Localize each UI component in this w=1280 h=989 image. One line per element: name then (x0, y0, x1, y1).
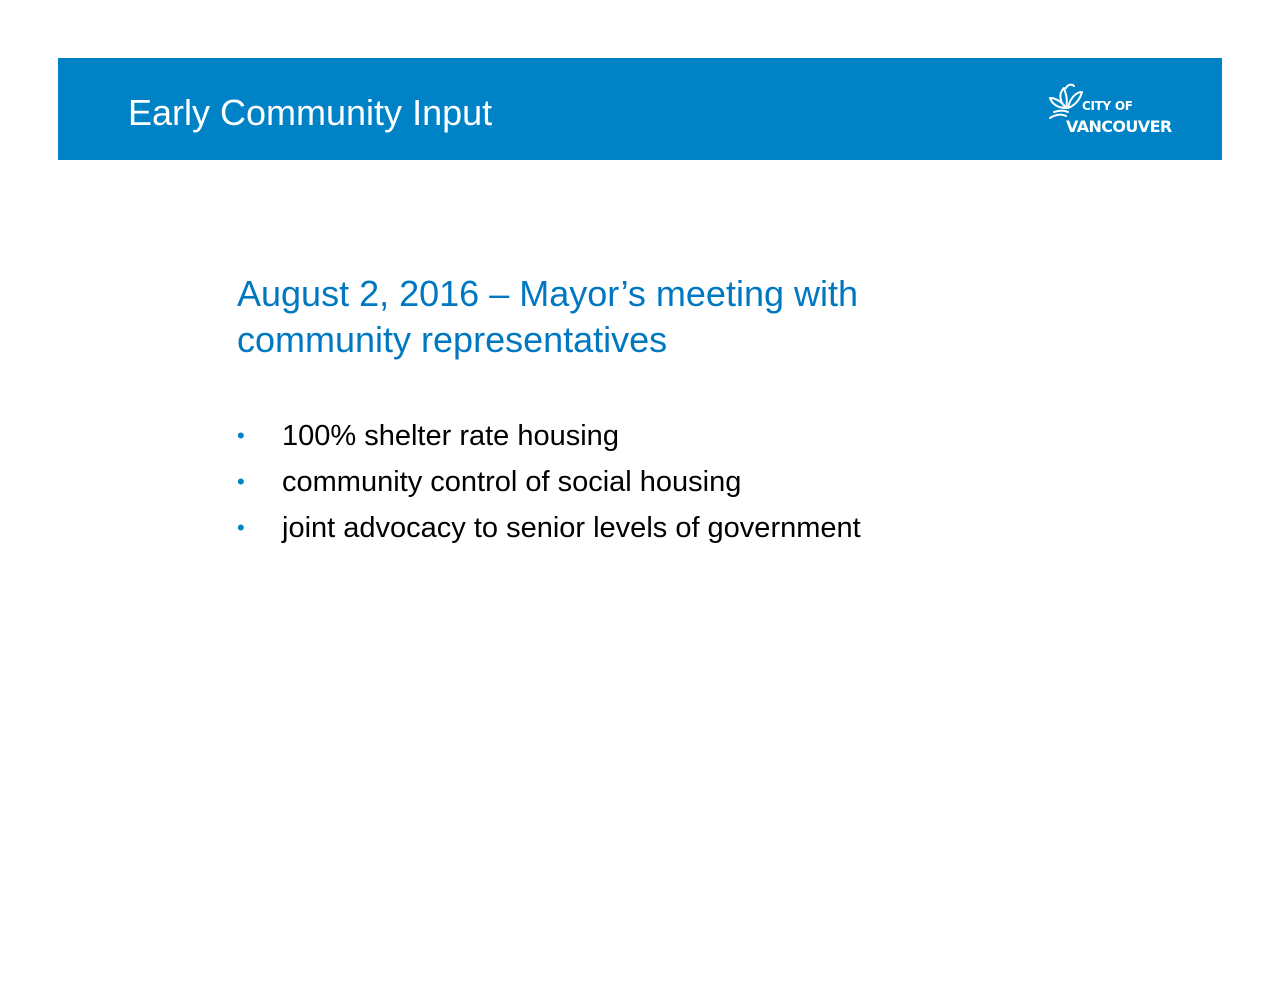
bullet-text: 100% shelter rate housing (282, 420, 619, 452)
meeting-heading-line1: August 2, 2016 – Mayor’s meeting with (237, 273, 859, 314)
bullet-icon: • (237, 423, 245, 448)
slide-title: Early Community Input (128, 92, 493, 133)
meeting-heading-line2: community representatives (237, 319, 668, 360)
logo-text-vancouver: VANCOUVER (1066, 117, 1172, 136)
logo-text-city-of: CITY OF (1082, 99, 1133, 113)
meeting-heading (237, 271, 957, 363)
bullet-text: joint advocacy to senior levels of government (282, 512, 861, 544)
bullet-icon: • (237, 469, 245, 494)
bullet-icon: • (237, 515, 245, 540)
bullet-text: community control of social housing (282, 466, 742, 498)
city-of-vancouver-logo (1046, 82, 1186, 142)
header-bar (58, 58, 1222, 160)
